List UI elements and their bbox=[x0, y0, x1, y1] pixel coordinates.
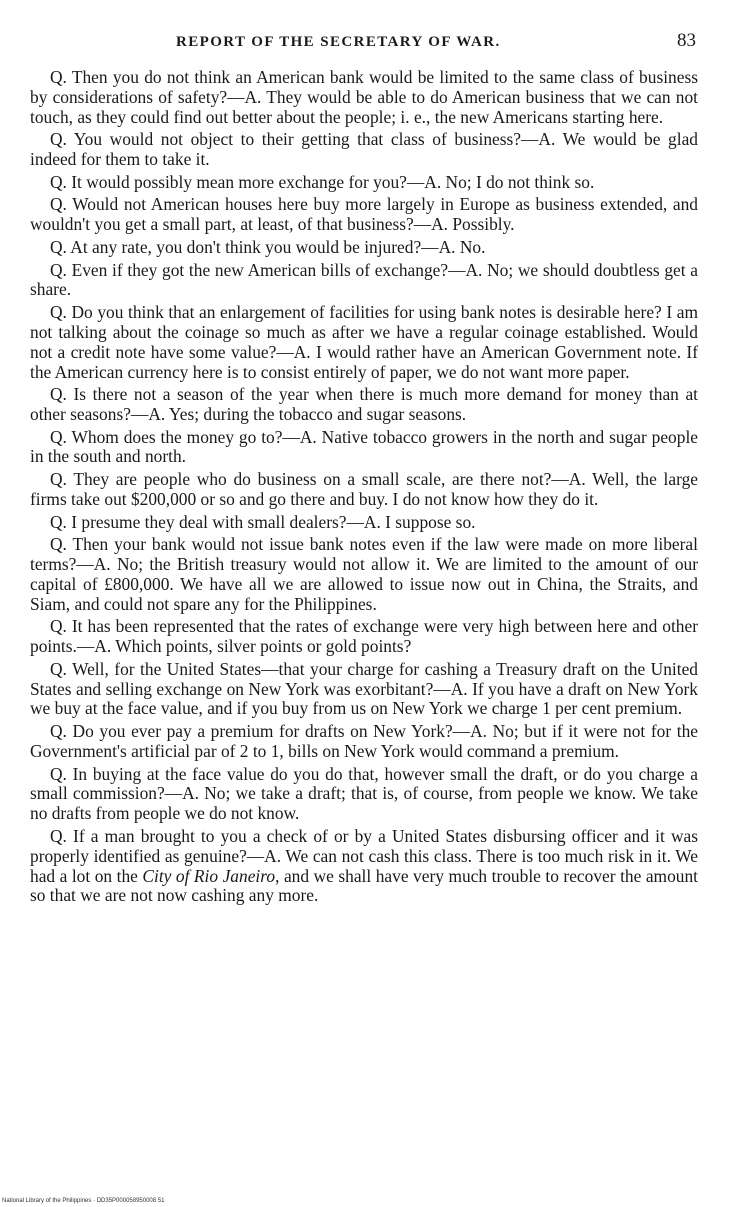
running-header bbox=[30, 30, 698, 56]
paragraph: Q. At any rate, you don't think you would be injured?—A. No. bbox=[50, 236, 486, 257]
paragraph: Q. They are people who do business on a small scale, are there not?—A. Well, the large firms take out $200,000 or so and go there and buy. I do not know how they do it. bbox=[30, 469, 698, 509]
ship-name: City of Rio Janeiro bbox=[142, 865, 276, 886]
paragraph: Q. You would not object to their getting that class of business?—A. We would be glad indeed for them to take it. bbox=[30, 129, 698, 170]
paragraph: Q. Whom does the money go to?—A. Native tobacco growers in the north and sugar people in the south and north. bbox=[30, 426, 698, 467]
paragraph: Q. Then you do not think an American bank would be limited to the same class of business by considerations of safety?—A. They would be able to do American business that we can not touch, as they could find out better about the people; i. e., the new Americans starting here. bbox=[30, 67, 698, 127]
paragraph: Q. Do you think that an enlargement of facilities for using bank notes is desirable here? I am not talking about the coinage so much as after we have a regular coinage established. Would not a credit note have some value?—A. I would rather have an American Government note. If the American currency here is to consist entirely of paper, we do not want more paper. bbox=[30, 302, 698, 382]
paragraph: Q. Well, for the United States—that your charge for cashing a Treasury draft on the United States and selling exchange on New York was exorbitant?—A. If you have a draft on New York we buy at the face value, and if you buy from us on New York we charge 1 per cent premium. bbox=[30, 658, 698, 719]
paragraph: Q. Then your bank would not issue bank notes even if the law were made on more liberal terms?—A. No; the British treasury would not allow it. We are limited to the amount of our capital of £800,000. We have all we are allowed to issue now out in China, the Straits, and Siam, and could not spare any for the Philippines. bbox=[30, 534, 698, 614]
paragraph: Q. Do you ever pay a premium for drafts on New York?—A. No; but if it were not for the Government's artificial par of 2 to 1, bills on New York would command a premium. bbox=[30, 721, 698, 761]
paragraph: Q. I presume they deal with small dealers?—A. I suppose so. bbox=[50, 511, 476, 532]
body-text bbox=[30, 68, 698, 909]
paragraph-text: Q. If a man brought to you a check of or by a United States disbursing officer and it was properly identified as genuine?—A. We can not cash this class. There is too much risk in it. We had a lot on the bbox=[30, 825, 698, 886]
paragraph: Q. Would not American houses here buy more largely in Europe as business extended, and wouldn't you get a small part, at least, of that business?—A. Possibly. bbox=[30, 194, 698, 235]
paragraph: Q. It has been represented that the rates of exchange were very high between here and other points.—A. Which points, silver points or gold points? bbox=[30, 616, 698, 657]
page-number: 83 bbox=[677, 30, 696, 51]
header-title: REPORT OF THE SECRETARY OF WAR. bbox=[176, 34, 501, 50]
paragraph-text: , and we shall have very much trouble to recover the amount so that we are not now cashing any more. bbox=[30, 865, 698, 906]
paragraph-last bbox=[30, 827, 698, 906]
paragraph: Q. Even if they got the new American bills of exchange?—A. No; we should doubtless get a share. bbox=[30, 259, 698, 300]
paragraph: Q. It would possibly mean more exchange for you?—A. No; I do not think so. bbox=[50, 171, 595, 192]
paragraph: Q. Is there not a season of the year when there is much more demand for money than at other seasons?—A. Yes; during the tobacco and sugar seasons. bbox=[30, 384, 698, 424]
scan-footer: National Library of the Philippines · DD35P000058950008 51 bbox=[2, 1198, 165, 1204]
paragraph: Q. In buying at the face value do you do that, however small the draft, or do you charge a small commission?—A. No; we take a draft; that is, of course, from people we know. We take no drafts from people we do not know. bbox=[30, 763, 698, 824]
